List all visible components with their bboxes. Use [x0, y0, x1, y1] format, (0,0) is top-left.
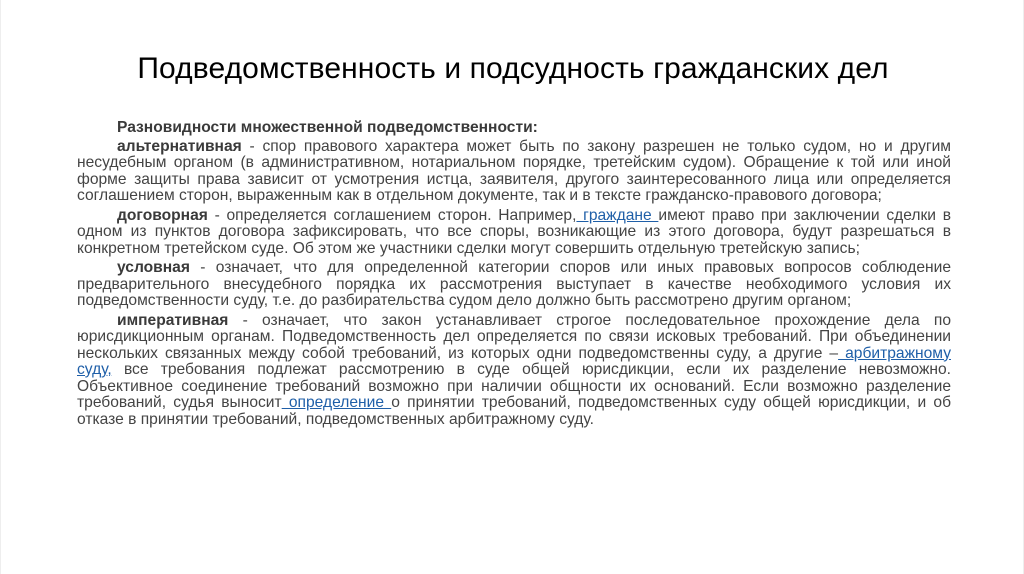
term-imperative: императивная: [117, 311, 229, 329]
link-arbitration-court[interactable]: арбитражному суду,: [77, 344, 951, 378]
paragraph-imperative: [77, 313, 951, 429]
link-ruling[interactable]: определение: [281, 394, 392, 411]
paragraph-alternative-text: - спор правового характера может быть по закону разрешен не только судом, но и другим несудебным органом (в административном, нотариальном порядке, третейским судом). Обращение к той или иной форме защиты права зависит от усмотрения истца, заявителя, другого заинтересованного лица или определяется соглашением сторон, выраженным как в отдельном документе, так и в тексте гражданско-правового договора;: [77, 137, 951, 204]
term-conditional: условная: [117, 259, 190, 276]
slide-content: [77, 120, 951, 431]
paragraph-conditional-text: - означает, что для определенной категории споров или иных правовых вопросов соблюдение предварительного внесудебного порядка их рассмотрения выступает в качестве необходимого условия их подведомственности суду, т.е. до разбирательства судом дело должно быть рассмотрено другим органом;: [77, 259, 951, 309]
link-citizens[interactable]: граждане: [576, 206, 659, 224]
paragraph-imperative-text-2: все требования подлежат рассмотрению в суде общей юрисдикции, если их разделение невозможно. Объективное соединение требований возможно при наличии общности их оснований. Если возможно разделение требований, судья выносит: [77, 361, 951, 411]
paragraph-alternative: [77, 139, 951, 205]
paragraph-contractual-text-after: имеют право при заключении сделки в одном из пунктов договора зафиксировать, что все споры, возникающие из этого договора, будут разрешаться в конкретном третейском суде. Об этом же участники сделки могут совершить отдельную третейскую запись;: [77, 206, 952, 257]
subtitle: Разновидности множественной подведомственности:: [117, 119, 538, 136]
paragraph-conditional: [77, 260, 951, 310]
term-contractual: договорная: [117, 206, 208, 224]
paragraph-imperative-text-3: о принятии требований, подведомственных суду общей юрисдикции, и об отказе в принятии требований, подведомственных арбитражному суду.: [77, 394, 952, 428]
paragraph-contractual-text-before: - определяется соглашением сторон. Например,: [207, 206, 577, 224]
term-alternative: альтернативная: [117, 137, 242, 155]
paragraph-imperative-text-1: - означает, что закон устанавливает строгое последовательное прохождение дела по юрисдикционным органам. Подведомственность дел определяется по связи исковых требований. При объединении нескольких связанных между собой требований, из которых одни подведомственны суду, а другие –: [77, 311, 951, 362]
paragraph-contractual: [77, 208, 951, 258]
slide-title: Подведомственность и подсудность гражданских дел: [137, 52, 889, 85]
